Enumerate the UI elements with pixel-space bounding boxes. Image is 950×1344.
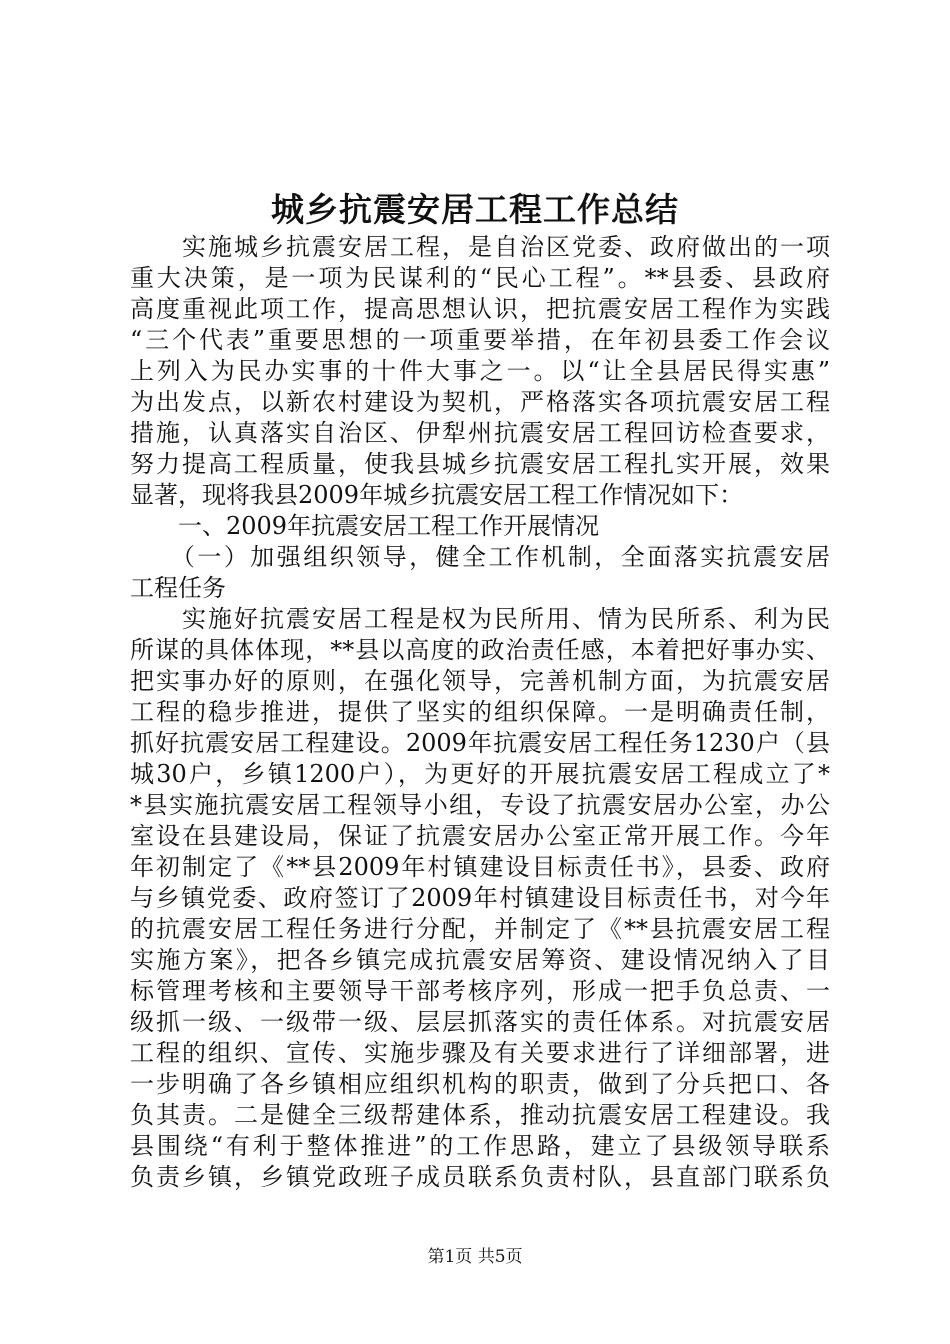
text-line: 措施，认真落实自治区、伊犁州抗震安居工程回访检查要求， [130,419,830,447]
text-line: 级抓一级、一级带一级、层层抓落实的责任体系。对抗震安居 [130,1008,830,1036]
text-line: 努力提高工程质量，使我县城乡抗震安居工程扎实开展，效果 [130,450,830,478]
text-line: 负其责。二是健全三级帮建体系，推动抗震安居工程建设。我 [130,1101,830,1129]
text-line: 为出发点，以新农村建设为契机，严格落实各项抗震安居工程 [130,388,830,416]
text-line: 一步明确了各乡镇相应组织机构的职责，做到了分兵把口、各 [130,1070,830,1098]
page-footer: 第1页 共5页 [427,1247,523,1267]
text-line: 显著，现将我县2009年城乡抗震安居工程工作情况如下： [130,481,744,509]
text-line: 室设在县建设局，保证了抗震安居办公室正常开展工作。今年 [130,822,830,850]
text-line: 县围绕“有利于整体推进”的工作思路，建立了县级领导联系 [130,1132,830,1160]
text-line: 标管理考核和主要领导干部考核序列，形成一把手负总责、一 [130,977,830,1005]
text-line: （一）加强组织领导，健全工作机制，全面落实抗震安居 [130,543,830,571]
text-line: 所谋的具体体现，**县以高度的政治责任感，本着把好事办实、 [130,636,830,664]
text-line: 抓好抗震安居工程建设。2009年抗震安居工程任务1230户（县 [130,729,830,757]
text-line: 重大决策，是一项为民谋利的“民心工程”。**县委、县政府 [130,264,830,292]
text-line: 年初制定了《**县2009年村镇建设目标责任书》，县委、政府 [130,853,830,881]
text-line: 与乡镇党委、政府签订了2009年村镇建设目标责任书，对今年 [130,884,830,912]
text-line: 实施好抗震安居工程是权为民所用、情为民所系、利为民 [130,605,830,633]
text-line: 实施城乡抗震安居工程，是自治区党委、政府做出的一项 [130,233,830,261]
text-line: 一、2009年抗震安居工程工作开展情况 [130,512,600,540]
text-line: 工程任务 [130,574,226,602]
text-line: 负责乡镇，乡镇党政班子成员联系负责村队，县直部门联系负 [130,1163,830,1191]
text-line: 高度重视此项工作，提高思想认识，把抗震安居工程作为实践 [130,295,830,323]
text-line: 的抗震安居工程任务进行分配，并制定了《**县抗震安居工程 [130,915,830,943]
text-line: 工程的组织、宣传、实施步骤及有关要求进行了详细部署，进 [130,1039,830,1067]
text-line: 把实事办好的原则，在强化领导，完善机制方面，为抗震安居 [130,667,830,695]
document-body [130,232,830,1193]
text-line: 上列入为民办实事的十件大事之一。以“让全县居民得实惠” [130,357,830,385]
text-line: 工程的稳步推进，提供了坚实的组织保障。一是明确责任制， [130,698,830,726]
text-line: “三个代表”重要思想的一项重要举措，在年初县委工作会议 [130,326,830,354]
text-line: 实施方案》，把各乡镇完成抗震安居筹资、建设情况纳入了目 [130,946,830,974]
document-title: 城乡抗震安居工程工作总结 [271,190,679,229]
text-line: 城30户，乡镇1200户），为更好的开展抗震安居工程成立了* [130,760,830,788]
text-line: *县实施抗震安居工程领导小组，专设了抗震安居办公室，办公 [130,791,830,819]
